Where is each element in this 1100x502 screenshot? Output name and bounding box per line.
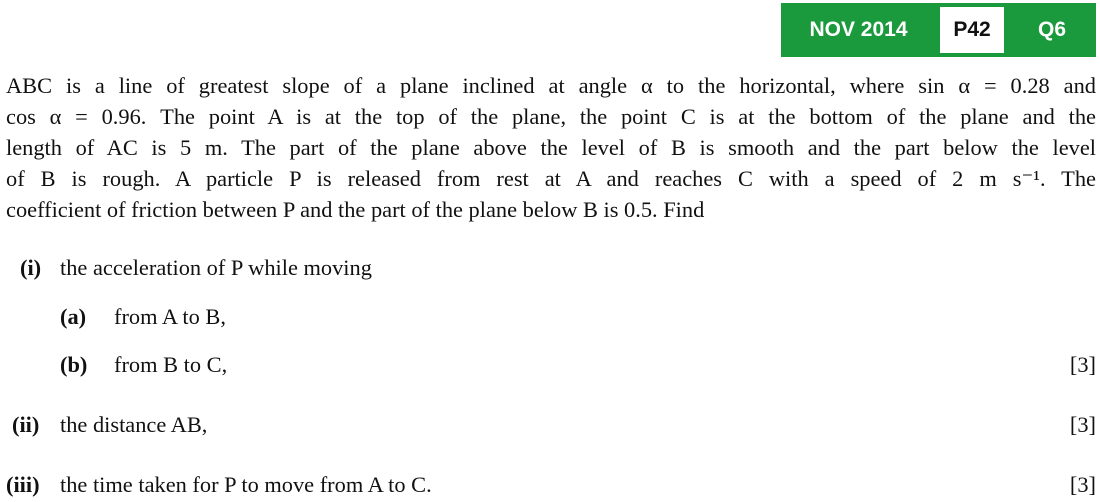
stem-line: length of AC is 5 m. The part of the plane above the level of B is smooth and the part below the level <box>6 135 1096 160</box>
part-label: (iii) <box>6 472 40 497</box>
stem-line: coefficient of friction between P and the part of the plane below B is 0.5. Find <box>6 197 705 222</box>
stem-line: of B is rough. A particle P is released from rest at A and reaches C with a speed of 2 m s⁻¹. The <box>6 166 1096 191</box>
exam-session-label: NOV 2014 <box>781 3 936 57</box>
part-marks: [3] <box>1069 412 1096 437</box>
paper-number-label: P42 <box>936 3 1008 57</box>
part-label: (b) <box>60 352 88 377</box>
question-reference-badge <box>781 3 1096 57</box>
part-text: from A to B, <box>114 304 226 329</box>
part-label: (ii) <box>12 412 40 437</box>
part-label: (a) <box>60 304 87 329</box>
stem-line: cos α = 0.96. The point A is at the top of the plane, the point C is at the bottom of the plane and the <box>6 104 1096 129</box>
part-text: the acceleration of P while moving <box>60 255 372 280</box>
question-stem <box>6 70 1096 225</box>
part-text: the time taken for P to move from A to C. <box>60 472 432 497</box>
part-marks: [3] <box>1069 472 1096 497</box>
stem-line: ABC is a line of greatest slope of a plane inclined at angle α to the horizontal, where sin α = 0.28 and <box>6 73 1096 98</box>
part-text: the distance AB, <box>60 412 208 437</box>
question-number-label: Q6 <box>1008 3 1096 57</box>
part-label: (i) <box>20 255 42 280</box>
part-text: from B to C, <box>114 352 228 377</box>
part-marks: [3] <box>1069 352 1096 377</box>
